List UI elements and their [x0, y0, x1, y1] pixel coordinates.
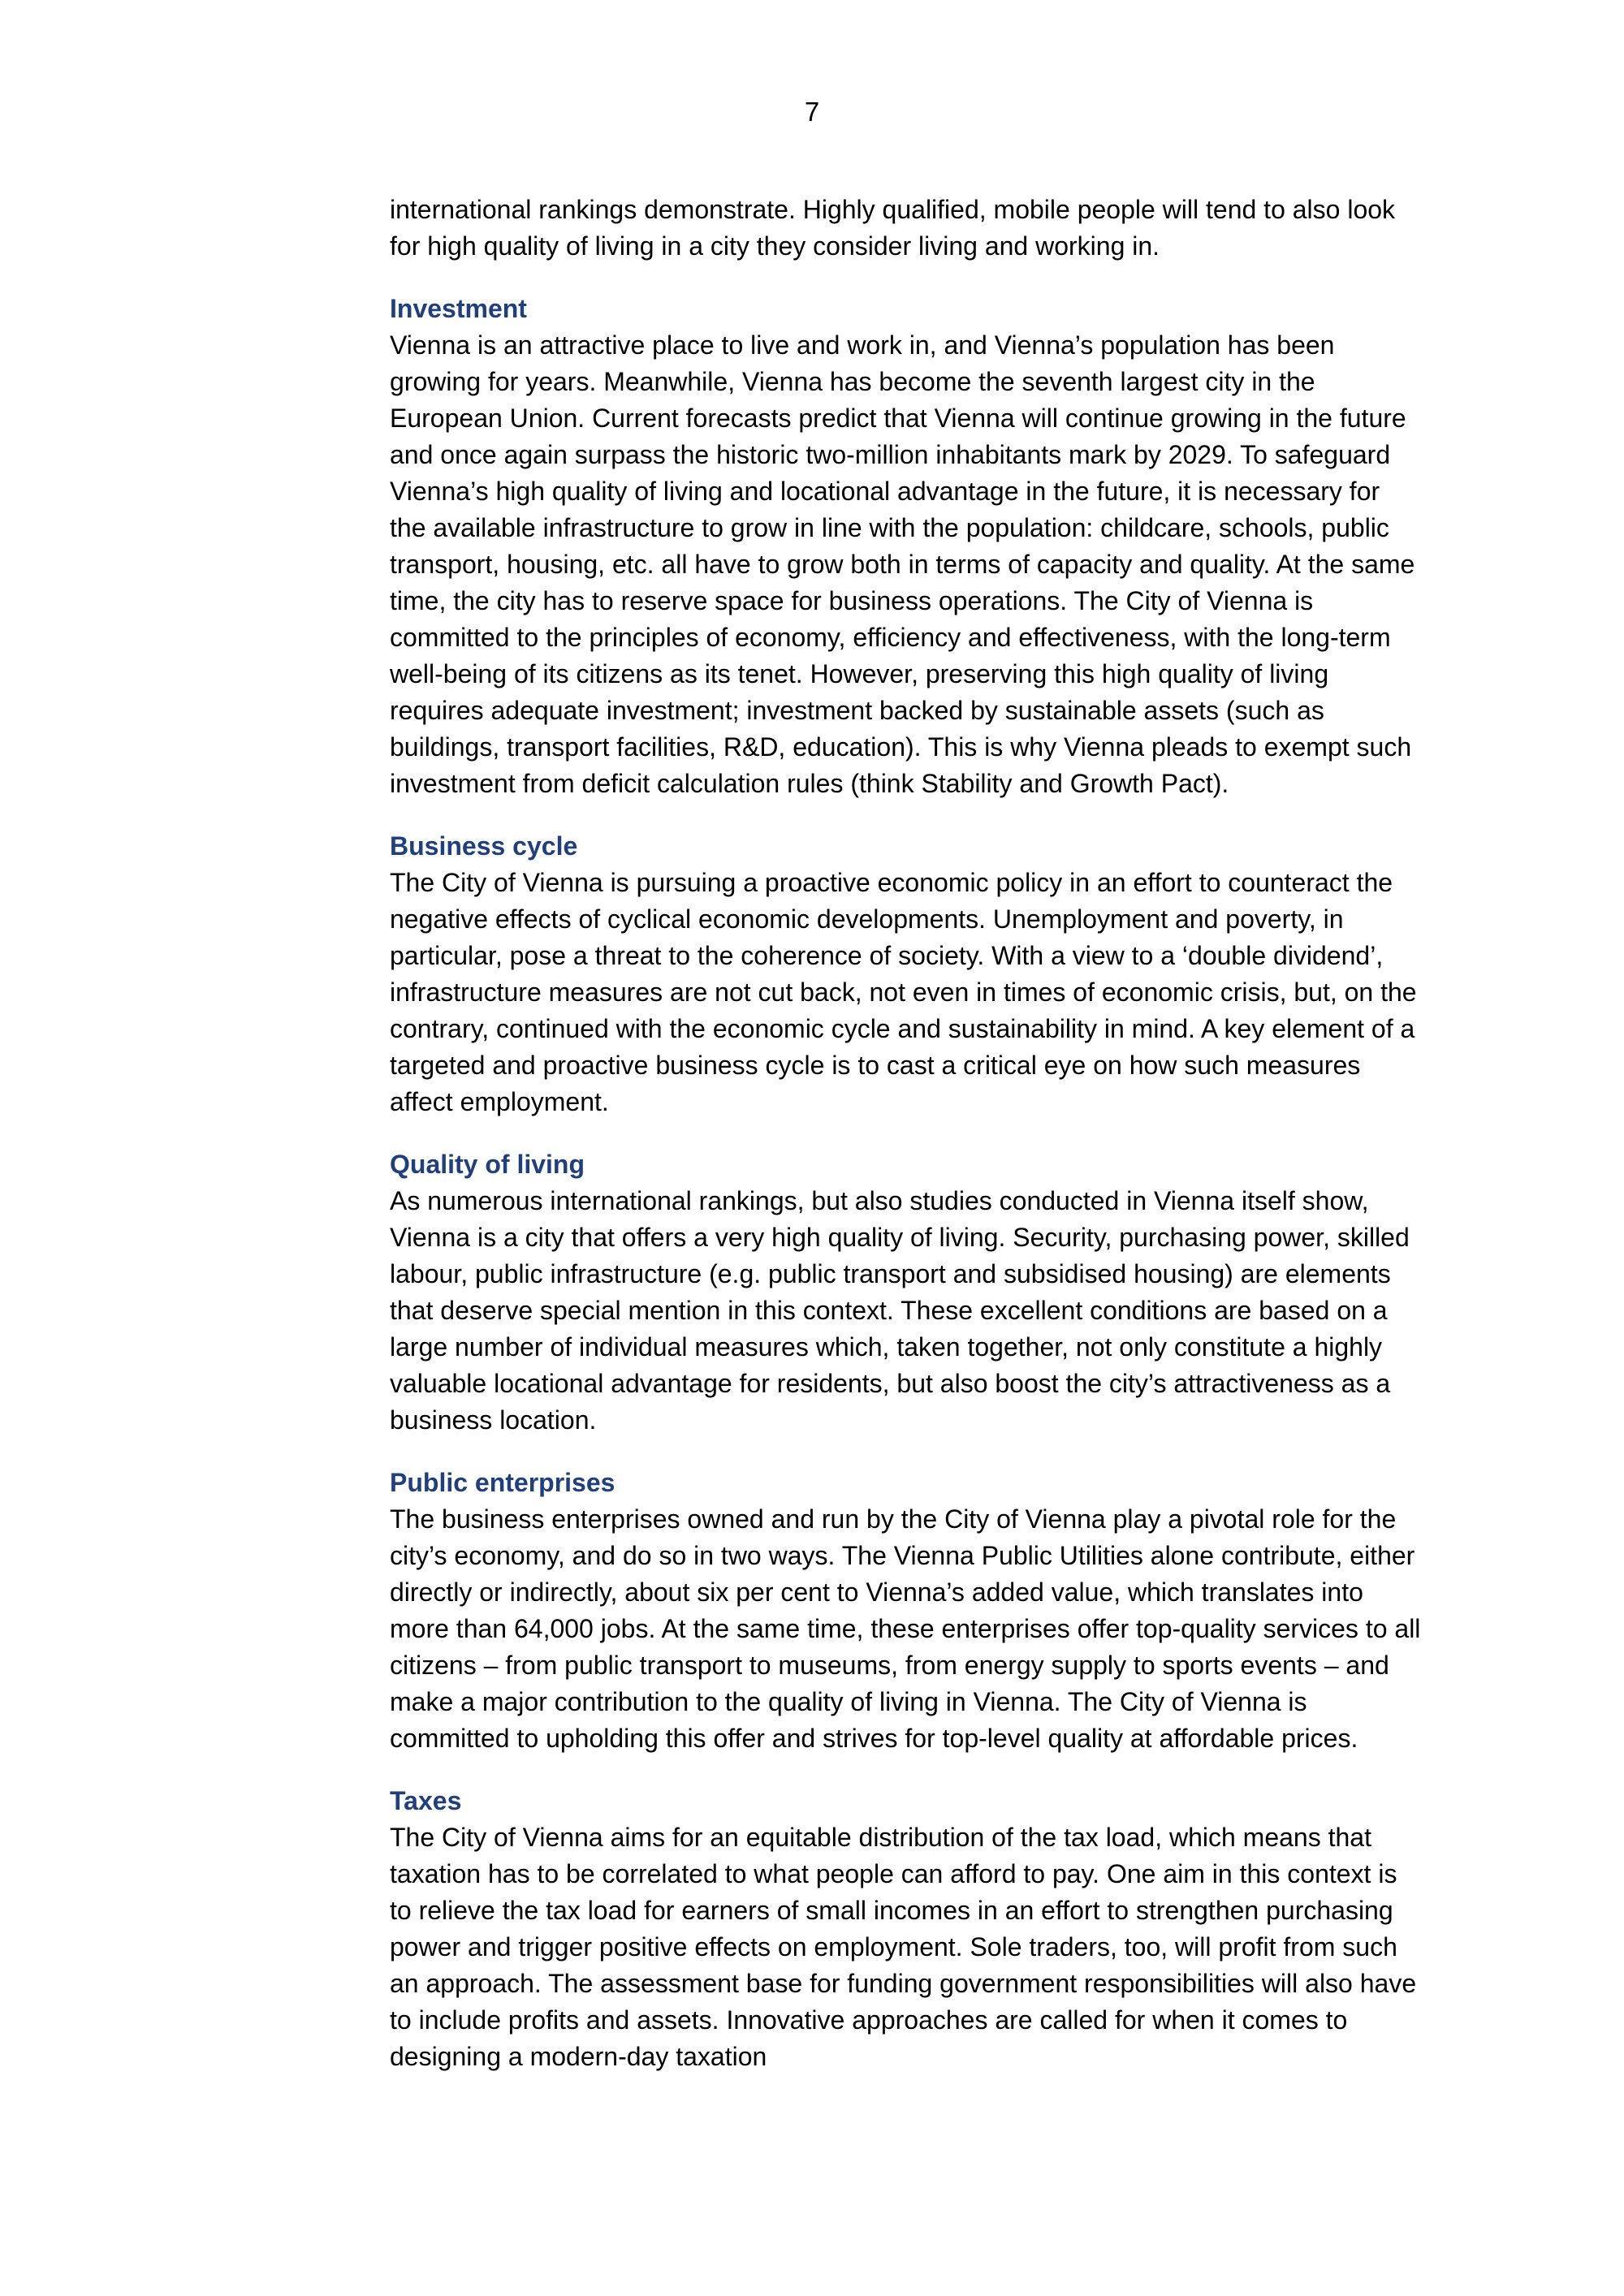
section-heading: Investment — [390, 294, 527, 323]
section-paragraph: The business enterprises owned and run by the City of Vienna play a pivotal role for the city’s economy, and do so in two ways. The Vienna Public Utilities alone contribute, either directly or indirectly, about six per cent to Vienna’s added value, which translates into more than 64,000 jobs. At the same time, these enterprises offer top-quality services to all citizens – from public transport to museums, from energy supply to sports events – and make a major contribution to the quality of living in Vienna. The City of Vienna is committed to upholding this offer and strives for top-level quality at affordable prices. — [390, 1504, 1421, 1753]
section-quality-of-living — [390, 1146, 1421, 1439]
page-number: 7 — [804, 97, 820, 127]
section-paragraph: The City of Vienna is pursuing a proactive economic policy in an effort to counteract the negative effects of cyclical economic developments. Unemployment and poverty, in particular, pose a threat to the coherence of society. With a view to a ‘double dividend’, infrastructure measures are not cut back, not even in times of economic crisis, but, on the contrary, continued with the economic cycle and sustainability in mind. A key element of a targeted and proactive business cycle is to cast a critical eye on how such measures affect employment. — [390, 868, 1417, 1116]
intro-paragraph: international rankings demonstrate. Highly qualified, mobile people will tend to also look for high quality of living in a city they consider living and working in. — [390, 195, 1396, 261]
section-investment — [390, 291, 1421, 802]
section-heading: Quality of living — [390, 1150, 585, 1179]
section-heading: Business cycle — [390, 831, 578, 861]
document-body — [390, 192, 1421, 2075]
section-taxes — [390, 1783, 1421, 2075]
section-public-enterprises — [390, 1465, 1421, 1757]
section-heading: Taxes — [390, 1786, 462, 1815]
section-heading: Public enterprises — [390, 1468, 615, 1497]
section-paragraph: The City of Vienna aims for an equitable distribution of the tax load, which means that taxation has to be correlated to what people can afford to pay. One aim in this context is to relieve the tax load for earners of small incomes in an effort to strengthen purchasing power and trigger positive effects on employment. Sole traders, too, will profit from such an approach. The assessment base for funding government responsibilities will also have to include profits and assets. Innovative approaches are called for when it comes to designing a modern-day taxation — [390, 1823, 1417, 2071]
section-paragraph: As numerous international rankings, but also studies conducted in Vienna itself show, Vienna is a city that offers a very high quality of living. Security, purchasing power, skilled labour, public infrastructure (e.g. public transport and subsidised housing) are elements that deserve special mention in this context. These excellent conditions are based on a large number of individual measures which, taken together, not only constitute a highly valuable locational advantage for residents, but also boost the city’s attractiveness as a business location. — [390, 1186, 1410, 1435]
section-paragraph: Vienna is an attractive place to live and work in, and Vienna’s population has been growing for years. Meanwhile, Vienna has become the seventh largest city in the European Union. Current forecasts predict that Vienna will continue growing in the future and once again surpass the historic two-million inhabitants mark by 2029. To safeguard Vienna’s high quality of living and locational advantage in the future, it is necessary for the available infrastructure to grow in line with the population: childcare, schools, public transport, housing, etc. all have to grow both in terms of capacity and quality. At the same time, the city has to reserve space for business operations. The City of Vienna is committed to the principles of economy, efficiency and effectiveness, with the long-term well-being of its citizens as its tenet. However, preserving this high quality of living requires adequate investment; investment backed by sustainable assets (such as buildings, transport facilities, R&D, education). This is why Vienna pleads to exempt such investment from deficit calculation rules (think Stability and Growth Pact). — [390, 330, 1415, 798]
section-business-cycle — [390, 828, 1421, 1120]
